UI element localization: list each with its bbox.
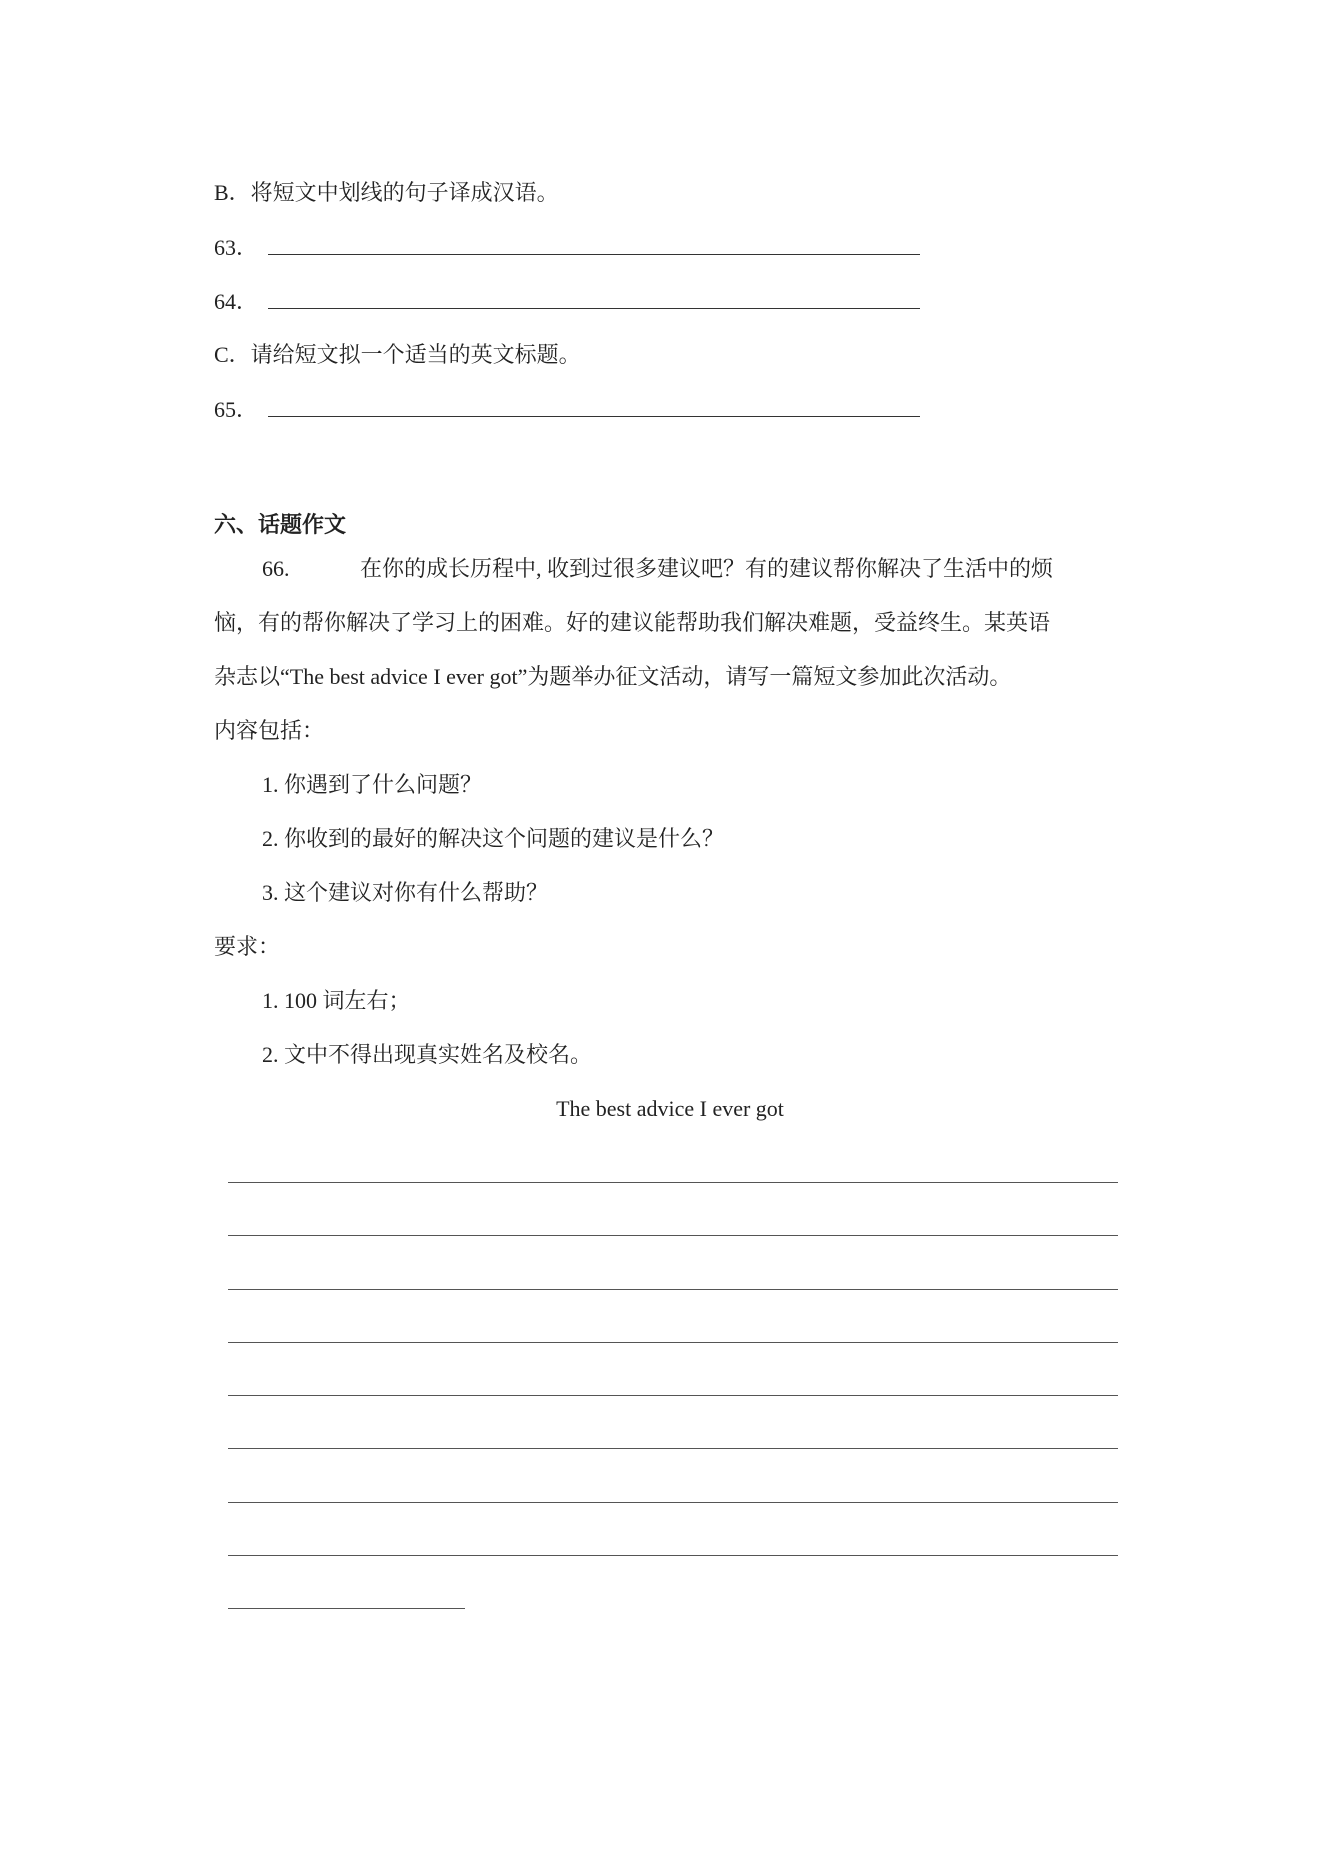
answer-blank[interactable]: [268, 232, 920, 255]
prompt-line-1: [262, 554, 1053, 584]
requirements-label: 要求：: [214, 934, 281, 959]
writing-line[interactable]: [228, 1235, 1118, 1236]
writing-line[interactable]: [228, 1448, 1118, 1449]
answer-blank[interactable]: [268, 286, 920, 309]
answer-line-65[interactable]: [214, 394, 920, 425]
answer-line-64[interactable]: [214, 286, 920, 317]
section-heading: 六、话题作文: [214, 512, 347, 537]
writing-line[interactable]: [228, 1502, 1118, 1503]
item-number: 63．: [214, 235, 259, 260]
writing-line[interactable]: [228, 1342, 1118, 1343]
requirement-item: 1. 100 词左右；: [262, 988, 411, 1013]
writing-line[interactable]: [228, 1182, 1118, 1183]
writing-line[interactable]: [228, 1395, 1118, 1396]
answer-line-63[interactable]: [214, 232, 920, 263]
prompt-line-2: 恼，有的帮你解决了学习上的困难。好的建议能帮助我们解决难题，受益终生。某英语: [214, 610, 1051, 635]
prompt-text: 在你的成长历程中, 收到过很多建议吧？有的建议帮你解决了生活中的烦: [360, 556, 1054, 581]
item-number: 64．: [214, 289, 259, 314]
requirement-item: 2. 文中不得出现真实姓名及校名。: [262, 1042, 593, 1067]
content-item: 1. 你遇到了什么问题？: [262, 772, 483, 797]
prompt-line-3: 杂志以“The best advice I ever got”为题举办征文活动，请写一篇短文参加此次活动。: [214, 664, 1012, 689]
content-item: 2. 你收到的最好的解决这个问题的建议是什么？: [262, 826, 725, 851]
writing-line[interactable]: [228, 1555, 1118, 1556]
writing-line-short[interactable]: [228, 1608, 465, 1609]
content-item: 3. 这个建议对你有什么帮助？: [262, 880, 549, 905]
section-b-instruction: B．将短文中划线的句子译成汉语。: [214, 180, 559, 205]
content-label: 内容包括：: [214, 718, 325, 743]
question-number: 66.: [262, 556, 290, 581]
answer-blank[interactable]: [268, 394, 920, 417]
item-number: 65．: [214, 397, 259, 422]
writing-line[interactable]: [228, 1289, 1118, 1290]
essay-title: The best advice I ever got: [556, 1096, 784, 1121]
section-c-instruction: C．请给短文拟一个适当的英文标题。: [214, 342, 581, 367]
